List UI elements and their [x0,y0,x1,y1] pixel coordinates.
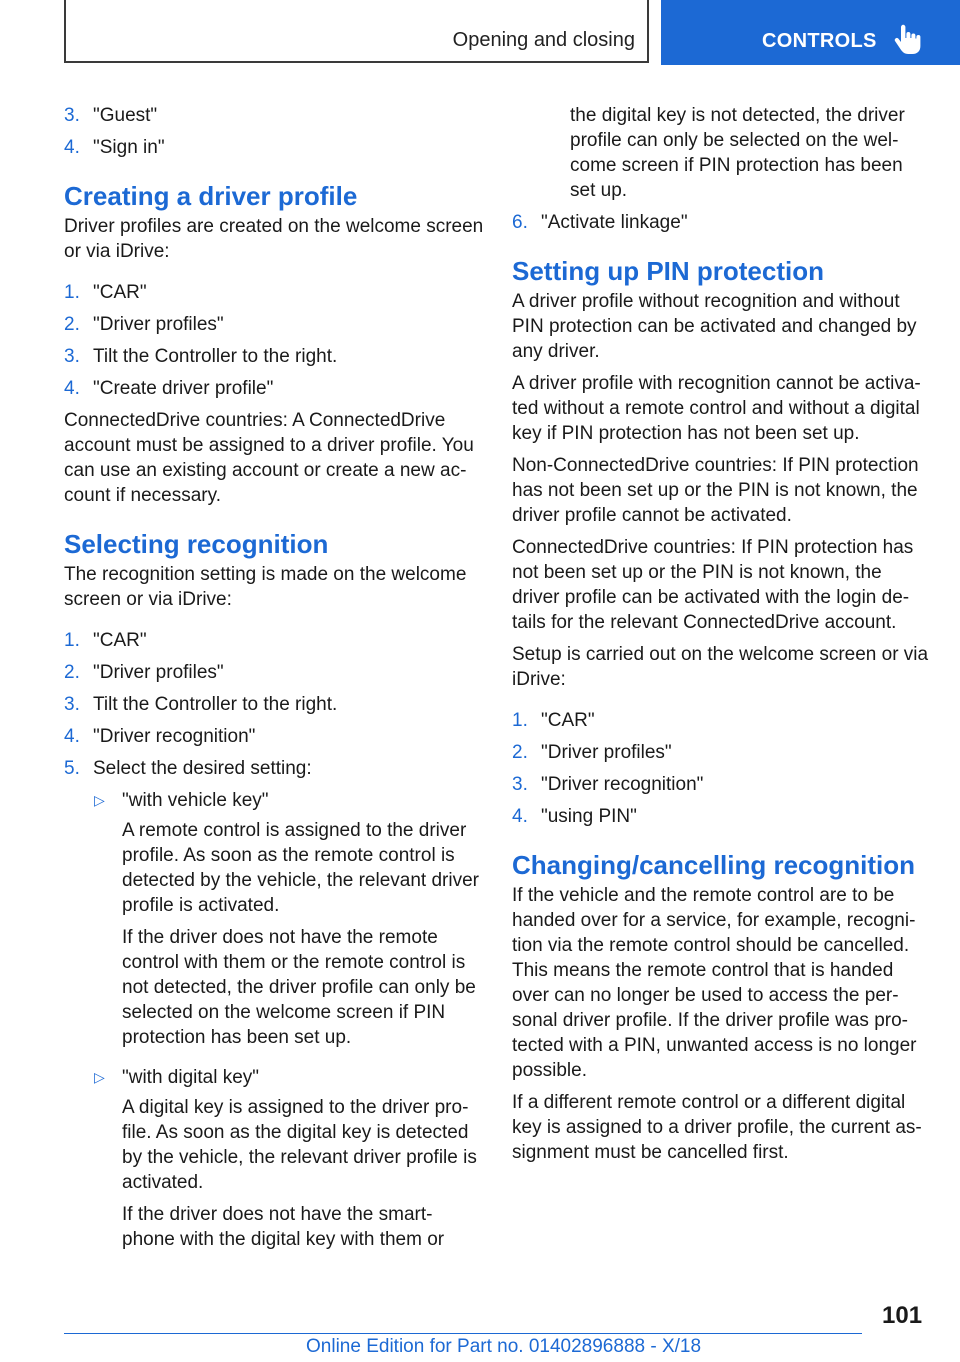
list-item: 4. "Sign in" [64,137,165,158]
changing-paragraph: If the vehicle and the remote control are to be handed over for a service, for example, recogni-tion via the remote control should be cancelled. This means the remote control that is handed over can no longer be used to access the per-sonal driver profile. If the driver profile was pro-tected with a PIN, unwanted access is no longer possible. [512,885,917,1081]
list-item: 3. Tilt the Controller to the right. [64,346,338,367]
section-title: Opening and closing [452,29,635,51]
list-item: 6. "Activate linkage" [512,212,688,233]
changing-paragraph: If a different remote control or a different digital key is assigned to a driver profile, the current as-signment must be cancelled first. [512,1092,922,1163]
option-digital-key: ▷ "with digital key" [94,1067,260,1088]
hand-pointer-icon [892,24,922,56]
pin-paragraph: A driver profile with recognition cannot be activa-ted without a remote control and without a digital key if PIN protection has not been set up. [512,373,921,444]
page-number: 101 [882,1302,923,1329]
triangle-bullet-icon: ▷ [94,1069,105,1085]
heading-setting-up-pin: Setting up PIN protection [512,256,824,286]
list-item: 3. "Driver recognition" [512,774,704,795]
heading-creating-driver-profile: Creating a driver profile [64,181,358,211]
list-item: 1. "CAR" [64,630,147,651]
option-paragraph: A digital key is assigned to the driver pro-file. As soon as the digital key is detected by the vehicle, the relevant driver profile is activated. [122,1097,477,1193]
controls-tab-label: CONTROLS [762,30,877,52]
pin-paragraph: ConnectedDrive countries: If PIN protection has not been set up or the PIN is not known, the driver profile can be activated with the login de-tails for the relevant ConnectedDrive account. [512,537,914,633]
continued-paragraph: the digital key is not detected, the driver profile can only be selected on the wel-come screen if PIN protection has been set up. [570,105,905,201]
list-item: 3. Tilt the Controller to the right. [64,694,338,715]
option-paragraph: If the driver does not have the remote control with them or the remote control is not detected, the driver profile can only be selected on the welcome screen if PIN protection has been set up. [122,927,476,1048]
list-item: 2. "Driver profiles" [512,742,672,763]
list-item: 3. "Guest" [64,105,158,126]
option-paragraph: If the driver does not have the smart-phone with the digital key with them or [122,1204,445,1250]
connecteddrive-note: ConnectedDrive countries: A ConnectedDrive account must be assigned to a driver profile. You can use an existing account or create a new ac-count if necessary. [64,410,474,506]
heading-selecting-recognition: Selecting recognition [64,529,329,559]
selecting-intro: The recognition setting is made on the welcome screen or via iDrive: [64,564,467,610]
list-item: 5. Select the desired setting: [64,758,312,779]
list-item: 4. "using PIN" [512,806,637,827]
list-item: 1. "CAR" [64,282,147,303]
heading-changing-recognition: Changing/cancelling recognition [512,850,916,880]
list-item: 4. "Driver recognition" [64,726,256,747]
creating-intro: Driver profiles are created on the welcome screen or via iDrive: [64,216,484,262]
header-section-box [64,0,649,63]
triangle-bullet-icon: ▷ [94,792,105,808]
list-item: 2. "Driver profiles" [64,662,224,683]
controls-tab[interactable] [661,0,960,65]
footer-divider [64,1333,862,1334]
right-column [512,103,932,1172]
list-item: 2. "Driver profiles" [64,314,224,335]
pin-paragraph: Setup is carried out on the welcome screen or via iDrive: [512,644,929,690]
pin-paragraph: A driver profile without recognition and without PIN protection can be activated and changed by any driver. [512,291,917,362]
footer-edition-text: Online Edition for Part no. 01402896888 - X/18 [306,1336,702,1357]
list-item: 1. "CAR" [512,710,595,731]
pin-paragraph: Non-ConnectedDrive countries: If PIN protection has not been set up or the PIN is not known, the driver profile cannot be activated. [512,455,919,526]
left-column [64,103,484,1259]
option-vehicle-key: ▷ "with vehicle key" [94,790,269,811]
option-paragraph: A remote control is assigned to the driver profile. As soon as the remote control is detected by the vehicle, the relevant driver profile is activated. [122,820,479,916]
list-item: 4. "Create driver profile" [64,378,274,399]
